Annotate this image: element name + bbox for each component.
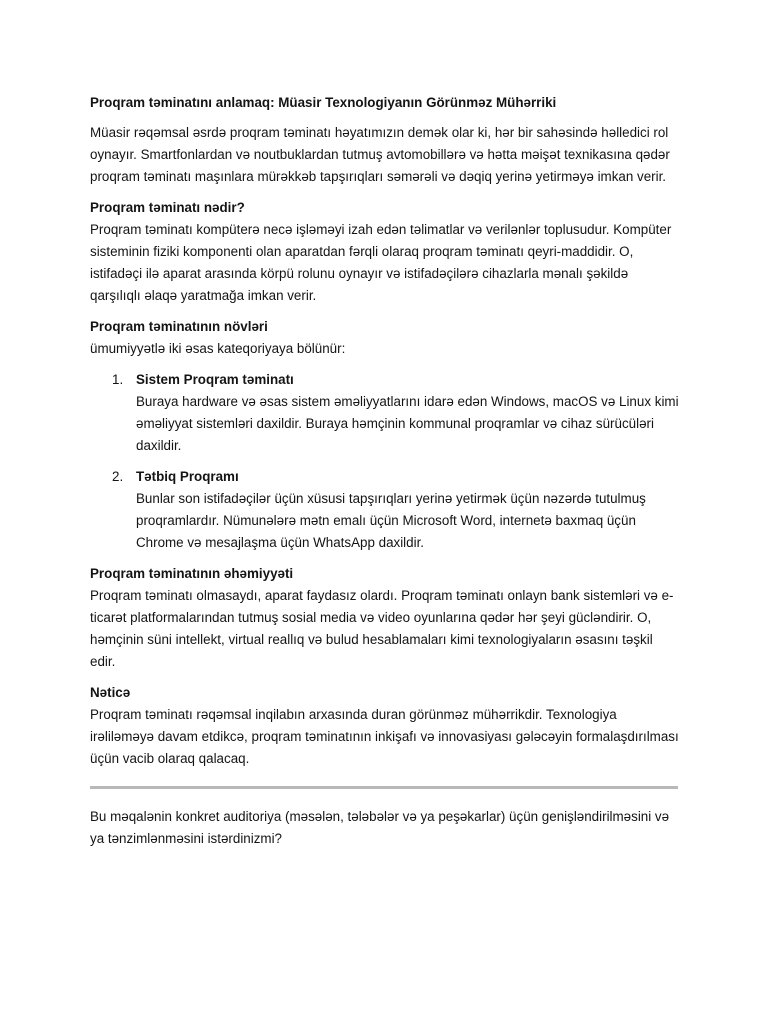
list-item-body: Bunlar son istifadəçilər üçün xüsusi tapşırıqları yerinə yetirmək üçün nəzərdə tutulmuş proqramlardır. Nümunələrə mətn emalı üçün Microsoft Word, internetə baxmaq üçün Chrome və mesajlaşma üçün WhatsApp daxildir.: [136, 491, 646, 550]
list-item-title: Tətbiq Proqramı: [136, 469, 239, 484]
list-item: [90, 369, 680, 457]
section-heading-conclusion: Nəticə: [90, 685, 131, 700]
followup-question: Bu məqalənin konkret auditoriya (məsələn, tələbələr və ya peşəkarlar) üçün genişləndirilməsini və ya tənzimlənməsini istərdinizmi?: [90, 809, 670, 846]
section-heading-types: Proqram təminatının növləri: [90, 319, 268, 334]
document-title: Proqram təminatını anlamaq: Müasir Texnologiyanın Görünməz Mühərriki: [90, 95, 557, 110]
intro-paragraph: Müasir rəqəmsal əsrdə proqram təminatı həyatımızın demək olar ki, hər bir sahəsində həlledici rol oynayır. Smartfonlardan və noutbuklardan tutmuş avtomobillərə və hətta məişət texnikasına qədər proqram təminatı maşınlara mürəkkəb tapşırıqları səmərəli və dəqiq yerinə yetirməyə imkan verir.: [90, 125, 670, 184]
section-lead-types: ümumiyyətlə iki əsas kateqoriyaya bölünür:: [90, 341, 346, 356]
section-types: [90, 316, 680, 554]
horizontal-divider: [90, 786, 678, 789]
list-item-number: 2.: [112, 469, 124, 484]
list-item-number: 1.: [112, 372, 124, 387]
section-importance: [90, 563, 680, 673]
section-heading-what-is: Proqram təminatı nədir?: [90, 200, 245, 215]
section-conclusion: [90, 682, 680, 770]
list-item-title: Sistem Proqram təminatı: [136, 372, 294, 387]
list-item: [90, 466, 680, 554]
section-body-importance: Proqram təminatı olmasaydı, aparat faydasız olardı. Proqram təminatı onlayn bank sistemləri və e-ticarət platformalarından tutmuş sosial media və video oyunlarına qədər hər şeyi gücləndirir. O, həmçinin süni intellekt, virtual reallıq və bulud hesablamaları kimi texnologiyaların əsasını təşkil edir.: [90, 588, 674, 669]
section-heading-importance: Proqram təminatının əhəmiyyəti: [90, 566, 294, 581]
section-body-conclusion: Proqram təminatı rəqəmsal inqilabın arxasında duran görünməz mühərrikdir. Texnologiya irəliləməyə davam etdikcə, proqram təminatının inkişafı və innovasiyası gələcəyin formalaşdırılması üçün vacib olaraq qalacaq.: [90, 707, 679, 766]
list-item-body: Buraya hardware və əsas sistem əməliyyatlarını idarə edən Windows, macOS və Linux kimi əməliyyat sistemləri daxildir. Buraya həmçinin kommunal proqramlar və cihaz sürücüləri daxildir.: [136, 394, 679, 453]
section-body-what-is: Proqram təminatı kompüterə necə işləməyi izah edən təlimatlar və verilənlər toplusudur. Kompüter sisteminin fiziki komponenti olan aparatdan fərqli olaraq proqram təminatı qeyri-maddidir. O, istifadəçi ilə aparat arasında körpü rolunu oynayır və istifadəçilərə cihazlarla mənalı şəkildə qarşılıqlı əlaqə yaratmağa imkan verir.: [90, 222, 672, 303]
document-page: [90, 92, 680, 850]
types-list: [90, 369, 680, 554]
section-what-is: [90, 197, 680, 307]
